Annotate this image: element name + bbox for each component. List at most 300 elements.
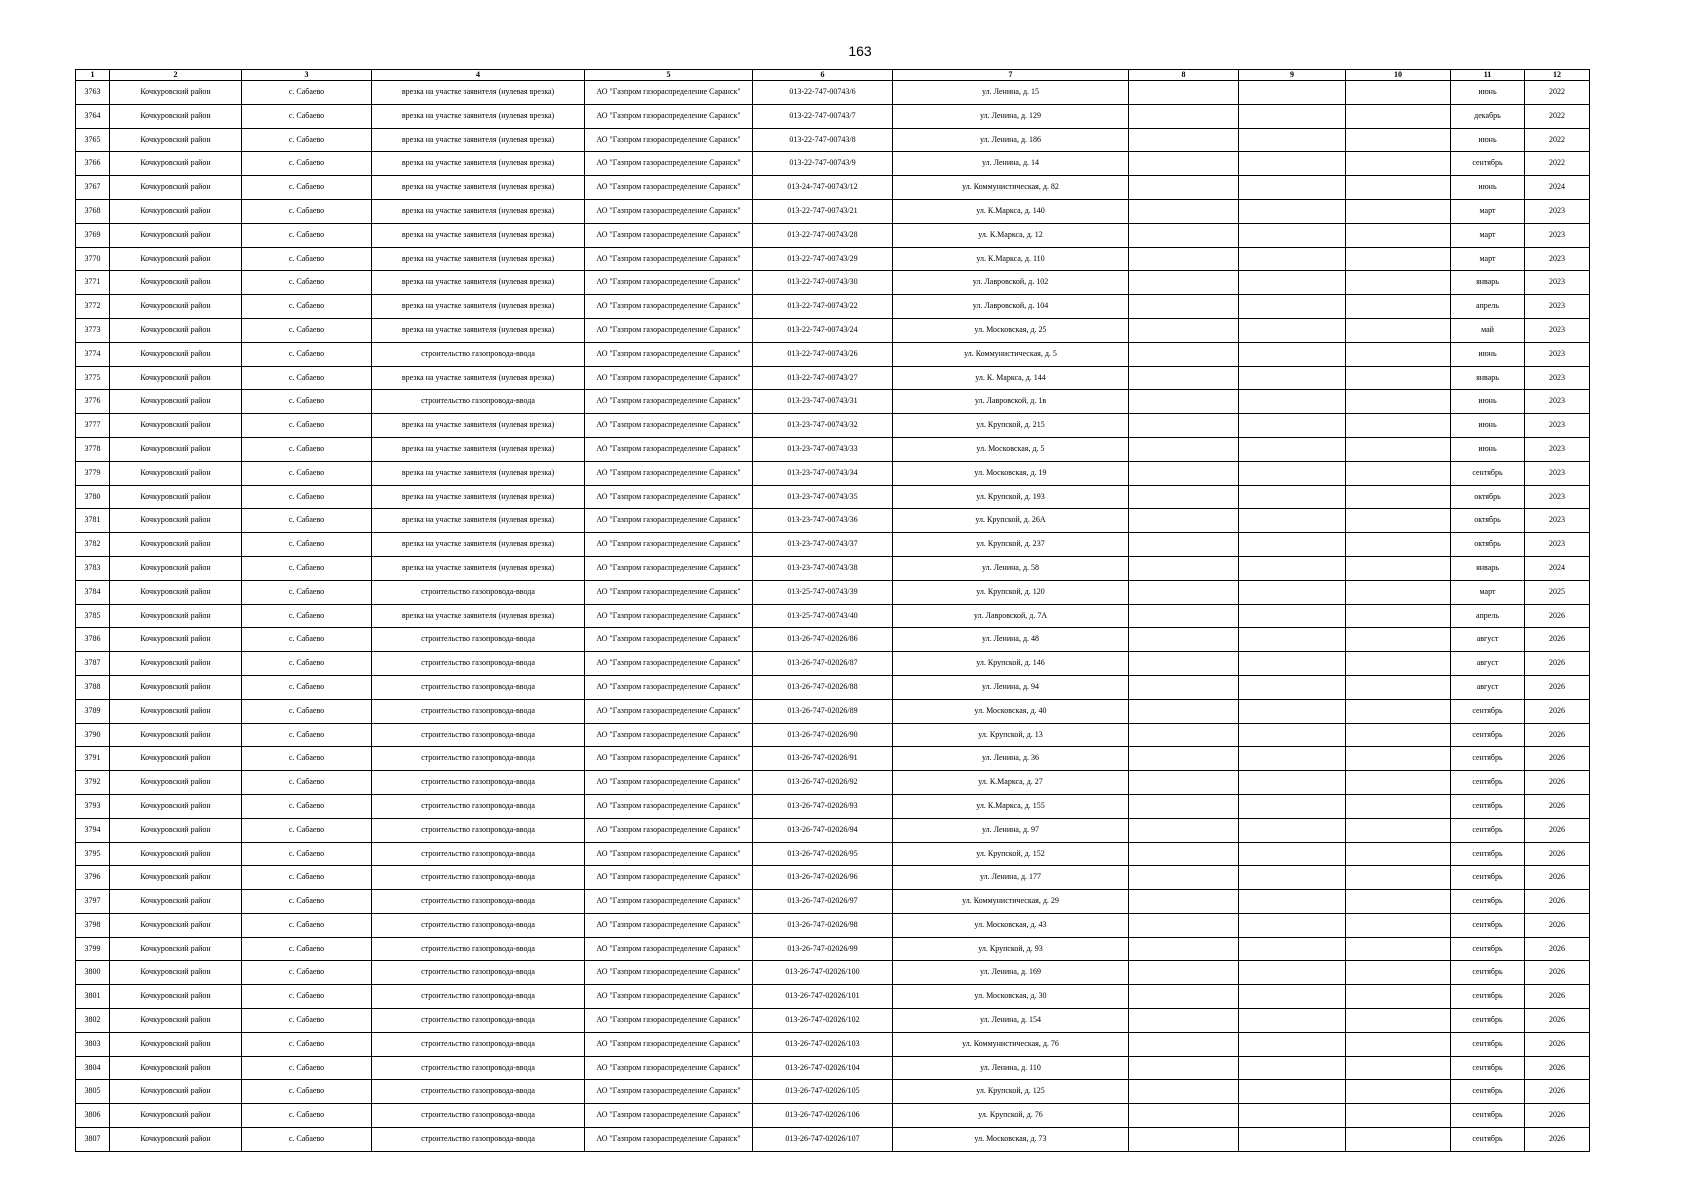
- cell-col-9: [1239, 771, 1346, 795]
- column-header-10: 10: [1346, 70, 1451, 81]
- cell-address: ул. Лавровской, д. 7А: [893, 604, 1129, 628]
- cell-col-9: [1239, 81, 1346, 105]
- cell-year: 2026: [1525, 652, 1590, 676]
- cell-col-8: [1129, 223, 1239, 247]
- cell-district: Кочкуровский район: [110, 461, 242, 485]
- table-row: [76, 366, 1590, 390]
- cell-settlement: с. Сабаево: [242, 556, 372, 580]
- cell-address: ул. Крупской, д. 146: [893, 652, 1129, 676]
- cell-year: 2026: [1525, 985, 1590, 1009]
- cell-district: Кочкуровский район: [110, 1104, 242, 1128]
- cell-organization: АО "Газпром газораспределение Саранск": [585, 747, 753, 771]
- cell-organization: АО "Газпром газораспределение Саранск": [585, 890, 753, 914]
- cell-year: 2023: [1525, 318, 1590, 342]
- cell-district: Кочкуровский район: [110, 890, 242, 914]
- cell-organization: АО "Газпром газораспределение Саранск": [585, 461, 753, 485]
- cell-col-8: [1129, 937, 1239, 961]
- cell-col-8: [1129, 842, 1239, 866]
- cell-year: 2023: [1525, 199, 1590, 223]
- cell-organization: АО "Газпром газораспределение Саранск": [585, 176, 753, 200]
- cell-settlement: с. Сабаево: [242, 913, 372, 937]
- table-row: [76, 271, 1590, 295]
- cell-contract-number: 013-25-747-00743/40: [753, 604, 893, 628]
- cell-year: 2023: [1525, 390, 1590, 414]
- cell-district: Кочкуровский район: [110, 342, 242, 366]
- cell-col-9: [1239, 628, 1346, 652]
- cell-col-8: [1129, 295, 1239, 319]
- cell-row-number: 3766: [76, 152, 110, 176]
- cell-month: сентябрь: [1451, 937, 1525, 961]
- cell-address: ул. Крупской, д. 237: [893, 533, 1129, 557]
- cell-year: 2026: [1525, 961, 1590, 985]
- cell-year: 2023: [1525, 461, 1590, 485]
- cell-address: ул. Лавровской, д. 102: [893, 271, 1129, 295]
- cell-month: июнь: [1451, 414, 1525, 438]
- cell-contract-number: 013-26-747-02026/91: [753, 747, 893, 771]
- cell-settlement: с. Сабаево: [242, 1056, 372, 1080]
- cell-year: 2023: [1525, 247, 1590, 271]
- cell-year: 2026: [1525, 842, 1590, 866]
- cell-district: Кочкуровский район: [110, 556, 242, 580]
- cell-year: 2026: [1525, 1009, 1590, 1033]
- cell-work-type: строительство газопровода-ввода: [372, 1080, 585, 1104]
- cell-col-10: [1346, 81, 1451, 105]
- cell-row-number: 3772: [76, 295, 110, 319]
- cell-work-type: врезка на участке заявителя (нулевая врезка): [372, 318, 585, 342]
- cell-row-number: 3764: [76, 104, 110, 128]
- cell-col-8: [1129, 747, 1239, 771]
- cell-col-8: [1129, 104, 1239, 128]
- table-row: [76, 628, 1590, 652]
- table-row: [76, 604, 1590, 628]
- cell-district: Кочкуровский район: [110, 318, 242, 342]
- table-row: [76, 890, 1590, 914]
- table-row: [76, 104, 1590, 128]
- cell-address: ул. Крупской, д. 215: [893, 414, 1129, 438]
- cell-col-8: [1129, 247, 1239, 271]
- cell-year: 2026: [1525, 771, 1590, 795]
- cell-district: Кочкуровский район: [110, 485, 242, 509]
- cell-col-10: [1346, 390, 1451, 414]
- cell-contract-number: 013-23-747-00743/38: [753, 556, 893, 580]
- cell-col-9: [1239, 461, 1346, 485]
- cell-col-8: [1129, 461, 1239, 485]
- cell-organization: АО "Газпром газораспределение Саранск": [585, 771, 753, 795]
- cell-work-type: строительство газопровода-ввода: [372, 842, 585, 866]
- cell-year: 2023: [1525, 509, 1590, 533]
- cell-work-type: врезка на участке заявителя (нулевая врезка): [372, 152, 585, 176]
- cell-settlement: с. Сабаево: [242, 485, 372, 509]
- cell-district: Кочкуровский район: [110, 104, 242, 128]
- cell-row-number: 3774: [76, 342, 110, 366]
- cell-col-8: [1129, 699, 1239, 723]
- cell-col-8: [1129, 913, 1239, 937]
- cell-settlement: с. Сабаево: [242, 152, 372, 176]
- cell-year: 2023: [1525, 295, 1590, 319]
- cell-district: Кочкуровский район: [110, 604, 242, 628]
- table-row: [76, 985, 1590, 1009]
- cell-work-type: строительство газопровода-ввода: [372, 961, 585, 985]
- cell-settlement: с. Сабаево: [242, 223, 372, 247]
- cell-contract-number: 013-22-747-00743/21: [753, 199, 893, 223]
- cell-district: Кочкуровский район: [110, 1080, 242, 1104]
- cell-settlement: с. Сабаево: [242, 414, 372, 438]
- cell-month: сентябрь: [1451, 794, 1525, 818]
- cell-col-8: [1129, 985, 1239, 1009]
- column-header-8: 8: [1129, 70, 1239, 81]
- cell-col-10: [1346, 461, 1451, 485]
- cell-col-9: [1239, 675, 1346, 699]
- cell-settlement: с. Сабаево: [242, 747, 372, 771]
- table-row: [76, 723, 1590, 747]
- cell-col-10: [1346, 556, 1451, 580]
- cell-address: ул. Крупской, д. 193: [893, 485, 1129, 509]
- cell-organization: АО "Газпром газораспределение Саранск": [585, 794, 753, 818]
- cell-year: 2026: [1525, 1104, 1590, 1128]
- register-table: [75, 69, 1590, 1152]
- cell-district: Кочкуровский район: [110, 1032, 242, 1056]
- cell-col-10: [1346, 1056, 1451, 1080]
- cell-col-9: [1239, 913, 1346, 937]
- cell-month: сентябрь: [1451, 866, 1525, 890]
- cell-col-10: [1346, 104, 1451, 128]
- cell-year: 2023: [1525, 485, 1590, 509]
- cell-address: ул. Крупской, д. 125: [893, 1080, 1129, 1104]
- cell-col-8: [1129, 675, 1239, 699]
- cell-contract-number: 013-22-747-00743/7: [753, 104, 893, 128]
- cell-col-10: [1346, 675, 1451, 699]
- cell-col-10: [1346, 342, 1451, 366]
- cell-month: сентябрь: [1451, 1080, 1525, 1104]
- cell-contract-number: 013-22-747-00743/29: [753, 247, 893, 271]
- cell-contract-number: 013-26-747-02026/102: [753, 1009, 893, 1033]
- cell-col-10: [1346, 794, 1451, 818]
- cell-organization: АО "Газпром газораспределение Саранск": [585, 366, 753, 390]
- cell-col-10: [1346, 295, 1451, 319]
- cell-col-10: [1346, 937, 1451, 961]
- cell-month: январь: [1451, 271, 1525, 295]
- cell-address: ул. Ленина, д. 36: [893, 747, 1129, 771]
- cell-address: ул. Лавровской, д. 1в: [893, 390, 1129, 414]
- cell-work-type: строительство газопровода-ввода: [372, 723, 585, 747]
- cell-month: сентябрь: [1451, 890, 1525, 914]
- cell-col-10: [1346, 223, 1451, 247]
- header-row: [76, 70, 1590, 81]
- cell-district: Кочкуровский район: [110, 223, 242, 247]
- cell-col-9: [1239, 890, 1346, 914]
- cell-contract-number: 013-23-747-00743/32: [753, 414, 893, 438]
- cell-col-8: [1129, 580, 1239, 604]
- cell-work-type: строительство газопровода-ввода: [372, 628, 585, 652]
- table-row: [76, 961, 1590, 985]
- cell-contract-number: 013-26-747-02026/99: [753, 937, 893, 961]
- table-header: [76, 70, 1590, 81]
- cell-work-type: врезка на участке заявителя (нулевая врезка): [372, 81, 585, 105]
- cell-month: сентябрь: [1451, 842, 1525, 866]
- cell-district: Кочкуровский район: [110, 414, 242, 438]
- cell-address: ул. Ленина, д. 14: [893, 152, 1129, 176]
- cell-organization: АО "Газпром газораспределение Саранск": [585, 247, 753, 271]
- cell-row-number: 3775: [76, 366, 110, 390]
- cell-col-9: [1239, 104, 1346, 128]
- cell-year: 2026: [1525, 1056, 1590, 1080]
- column-header-3: 3: [242, 70, 372, 81]
- cell-col-8: [1129, 271, 1239, 295]
- cell-work-type: строительство газопровода-ввода: [372, 1009, 585, 1033]
- cell-settlement: с. Сабаево: [242, 961, 372, 985]
- cell-row-number: 3794: [76, 818, 110, 842]
- table-row: [76, 318, 1590, 342]
- cell-work-type: строительство газопровода-ввода: [372, 580, 585, 604]
- cell-row-number: 3800: [76, 961, 110, 985]
- cell-row-number: 3799: [76, 937, 110, 961]
- cell-col-8: [1129, 390, 1239, 414]
- cell-contract-number: 013-23-747-00743/33: [753, 437, 893, 461]
- cell-row-number: 3803: [76, 1032, 110, 1056]
- cell-settlement: с. Сабаево: [242, 128, 372, 152]
- cell-work-type: врезка на участке заявителя (нулевая врезка): [372, 485, 585, 509]
- cell-col-8: [1129, 628, 1239, 652]
- cell-month: январь: [1451, 366, 1525, 390]
- cell-month: сентябрь: [1451, 152, 1525, 176]
- cell-col-8: [1129, 723, 1239, 747]
- cell-organization: АО "Газпром газораспределение Саранск": [585, 913, 753, 937]
- cell-settlement: с. Сабаево: [242, 1128, 372, 1152]
- cell-district: Кочкуровский район: [110, 1128, 242, 1152]
- table-row: [76, 913, 1590, 937]
- cell-col-10: [1346, 152, 1451, 176]
- cell-district: Кочкуровский район: [110, 247, 242, 271]
- cell-district: Кочкуровский район: [110, 366, 242, 390]
- cell-year: 2026: [1525, 866, 1590, 890]
- cell-organization: АО "Газпром газораспределение Саранск": [585, 437, 753, 461]
- cell-work-type: врезка на участке заявителя (нулевая врезка): [372, 199, 585, 223]
- cell-district: Кочкуровский район: [110, 937, 242, 961]
- column-header-4: 4: [372, 70, 585, 81]
- cell-organization: АО "Газпром газораспределение Саранск": [585, 556, 753, 580]
- cell-district: Кочкуровский район: [110, 985, 242, 1009]
- cell-district: Кочкуровский район: [110, 747, 242, 771]
- cell-col-8: [1129, 794, 1239, 818]
- cell-district: Кочкуровский район: [110, 509, 242, 533]
- cell-settlement: с. Сабаево: [242, 652, 372, 676]
- cell-work-type: врезка на участке заявителя (нулевая врезка): [372, 223, 585, 247]
- cell-col-10: [1346, 271, 1451, 295]
- column-header-6: 6: [753, 70, 893, 81]
- table-body: [76, 81, 1590, 1152]
- cell-work-type: врезка на участке заявителя (нулевая врезка): [372, 295, 585, 319]
- cell-work-type: врезка на участке заявителя (нулевая врезка): [372, 247, 585, 271]
- cell-row-number: 3781: [76, 509, 110, 533]
- cell-address: ул. Московская, д. 5: [893, 437, 1129, 461]
- cell-col-8: [1129, 1128, 1239, 1152]
- cell-row-number: 3797: [76, 890, 110, 914]
- cell-contract-number: 013-22-747-00743/8: [753, 128, 893, 152]
- table-row: [76, 771, 1590, 795]
- cell-col-9: [1239, 1080, 1346, 1104]
- cell-col-8: [1129, 176, 1239, 200]
- cell-year: 2026: [1525, 818, 1590, 842]
- cell-year: 2026: [1525, 937, 1590, 961]
- cell-address: ул. Ленина, д. 110: [893, 1056, 1129, 1080]
- cell-row-number: 3802: [76, 1009, 110, 1033]
- cell-month: март: [1451, 199, 1525, 223]
- cell-work-type: врезка на участке заявителя (нулевая врезка): [372, 556, 585, 580]
- column-header-1: 1: [76, 70, 110, 81]
- cell-month: октябрь: [1451, 509, 1525, 533]
- cell-col-9: [1239, 199, 1346, 223]
- cell-month: сентябрь: [1451, 461, 1525, 485]
- cell-year: 2023: [1525, 366, 1590, 390]
- cell-row-number: 3780: [76, 485, 110, 509]
- cell-month: декабрь: [1451, 104, 1525, 128]
- cell-work-type: врезка на участке заявителя (нулевая врезка): [372, 414, 585, 438]
- cell-work-type: врезка на участке заявителя (нулевая врезка): [372, 104, 585, 128]
- cell-year: 2026: [1525, 747, 1590, 771]
- cell-col-8: [1129, 342, 1239, 366]
- cell-month: октябрь: [1451, 485, 1525, 509]
- cell-organization: АО "Газпром газораспределение Саранск": [585, 580, 753, 604]
- cell-settlement: с. Сабаево: [242, 176, 372, 200]
- cell-month: сентябрь: [1451, 1032, 1525, 1056]
- cell-row-number: 3798: [76, 913, 110, 937]
- cell-contract-number: 013-23-747-00743/34: [753, 461, 893, 485]
- cell-col-9: [1239, 1009, 1346, 1033]
- cell-work-type: врезка на участке заявителя (нулевая врезка): [372, 604, 585, 628]
- cell-col-9: [1239, 295, 1346, 319]
- cell-contract-number: 013-26-747-02026/86: [753, 628, 893, 652]
- column-header-9: 9: [1239, 70, 1346, 81]
- cell-col-8: [1129, 437, 1239, 461]
- cell-district: Кочкуровский район: [110, 771, 242, 795]
- table-row: [76, 223, 1590, 247]
- cell-contract-number: 013-26-747-02026/100: [753, 961, 893, 985]
- cell-col-8: [1129, 414, 1239, 438]
- table-row: [76, 937, 1590, 961]
- cell-row-number: 3768: [76, 199, 110, 223]
- cell-organization: АО "Газпром газораспределение Саранск": [585, 128, 753, 152]
- table-row: [76, 437, 1590, 461]
- cell-contract-number: 013-22-747-00743/6: [753, 81, 893, 105]
- cell-organization: АО "Газпром газораспределение Саранск": [585, 533, 753, 557]
- cell-settlement: с. Сабаево: [242, 675, 372, 699]
- cell-col-8: [1129, 81, 1239, 105]
- cell-settlement: с. Сабаево: [242, 390, 372, 414]
- cell-work-type: строительство газопровода-ввода: [372, 771, 585, 795]
- cell-col-10: [1346, 771, 1451, 795]
- cell-row-number: 3773: [76, 318, 110, 342]
- cell-month: сентябрь: [1451, 699, 1525, 723]
- cell-address: ул. Ленина, д. 186: [893, 128, 1129, 152]
- cell-settlement: с. Сабаево: [242, 890, 372, 914]
- cell-organization: АО "Газпром газораспределение Саранск": [585, 199, 753, 223]
- cell-month: сентябрь: [1451, 1128, 1525, 1152]
- cell-month: апрель: [1451, 295, 1525, 319]
- cell-col-9: [1239, 1104, 1346, 1128]
- cell-year: 2025: [1525, 580, 1590, 604]
- cell-col-9: [1239, 342, 1346, 366]
- cell-year: 2026: [1525, 604, 1590, 628]
- cell-contract-number: 013-22-747-00743/24: [753, 318, 893, 342]
- cell-district: Кочкуровский район: [110, 699, 242, 723]
- cell-col-9: [1239, 580, 1346, 604]
- cell-contract-number: 013-22-747-00743/9: [753, 152, 893, 176]
- table-row: [76, 295, 1590, 319]
- cell-col-10: [1346, 366, 1451, 390]
- cell-work-type: строительство газопровода-ввода: [372, 675, 585, 699]
- cell-col-9: [1239, 533, 1346, 557]
- cell-settlement: с. Сабаево: [242, 818, 372, 842]
- cell-row-number: 3806: [76, 1104, 110, 1128]
- cell-organization: АО "Газпром газораспределение Саранск": [585, 1032, 753, 1056]
- cell-row-number: 3785: [76, 604, 110, 628]
- cell-month: сентябрь: [1451, 961, 1525, 985]
- cell-contract-number: 013-26-747-02026/95: [753, 842, 893, 866]
- cell-district: Кочкуровский район: [110, 818, 242, 842]
- cell-year: 2026: [1525, 628, 1590, 652]
- cell-organization: АО "Газпром газораспределение Саранск": [585, 699, 753, 723]
- cell-col-9: [1239, 842, 1346, 866]
- cell-organization: АО "Газпром газораспределение Саранск": [585, 842, 753, 866]
- cell-work-type: врезка на участке заявителя (нулевая врезка): [372, 437, 585, 461]
- cell-row-number: 3769: [76, 223, 110, 247]
- cell-contract-number: 013-23-747-00743/36: [753, 509, 893, 533]
- cell-organization: АО "Газпром газораспределение Саранск": [585, 652, 753, 676]
- table-row: [76, 485, 1590, 509]
- cell-col-10: [1346, 699, 1451, 723]
- cell-year: 2022: [1525, 81, 1590, 105]
- cell-settlement: с. Сабаево: [242, 1009, 372, 1033]
- cell-col-10: [1346, 509, 1451, 533]
- cell-col-8: [1129, 199, 1239, 223]
- cell-col-10: [1346, 913, 1451, 937]
- cell-settlement: с. Сабаево: [242, 723, 372, 747]
- cell-row-number: 3776: [76, 390, 110, 414]
- cell-address: ул. Крупской, д. 152: [893, 842, 1129, 866]
- cell-col-10: [1346, 818, 1451, 842]
- cell-contract-number: 013-26-747-02026/94: [753, 818, 893, 842]
- cell-organization: АО "Газпром газораспределение Саранск": [585, 628, 753, 652]
- cell-address: ул. Коммунистическая, д. 76: [893, 1032, 1129, 1056]
- cell-address: ул. Крупской, д. 93: [893, 937, 1129, 961]
- cell-col-9: [1239, 818, 1346, 842]
- cell-organization: АО "Газпром газораспределение Саранск": [585, 318, 753, 342]
- cell-col-10: [1346, 485, 1451, 509]
- cell-year: 2023: [1525, 342, 1590, 366]
- cell-work-type: врезка на участке заявителя (нулевая врезка): [372, 461, 585, 485]
- cell-col-9: [1239, 128, 1346, 152]
- cell-contract-number: 013-22-747-00743/30: [753, 271, 893, 295]
- cell-district: Кочкуровский район: [110, 128, 242, 152]
- cell-row-number: 3807: [76, 1128, 110, 1152]
- cell-col-9: [1239, 223, 1346, 247]
- cell-month: сентябрь: [1451, 985, 1525, 1009]
- cell-address: ул. Московская, д. 30: [893, 985, 1129, 1009]
- cell-col-9: [1239, 556, 1346, 580]
- cell-work-type: строительство газопровода-ввода: [372, 890, 585, 914]
- cell-settlement: с. Сабаево: [242, 104, 372, 128]
- cell-work-type: врезка на участке заявителя (нулевая врезка): [372, 176, 585, 200]
- cell-contract-number: 013-23-747-00743/35: [753, 485, 893, 509]
- cell-address: ул. К.Маркса, д. 155: [893, 794, 1129, 818]
- cell-row-number: 3789: [76, 699, 110, 723]
- cell-col-9: [1239, 414, 1346, 438]
- cell-col-9: [1239, 604, 1346, 628]
- cell-organization: АО "Газпром газораспределение Саранск": [585, 985, 753, 1009]
- cell-address: ул. Крупской, д. 76: [893, 1104, 1129, 1128]
- cell-settlement: с. Сабаево: [242, 937, 372, 961]
- cell-address: ул. Крупской, д. 120: [893, 580, 1129, 604]
